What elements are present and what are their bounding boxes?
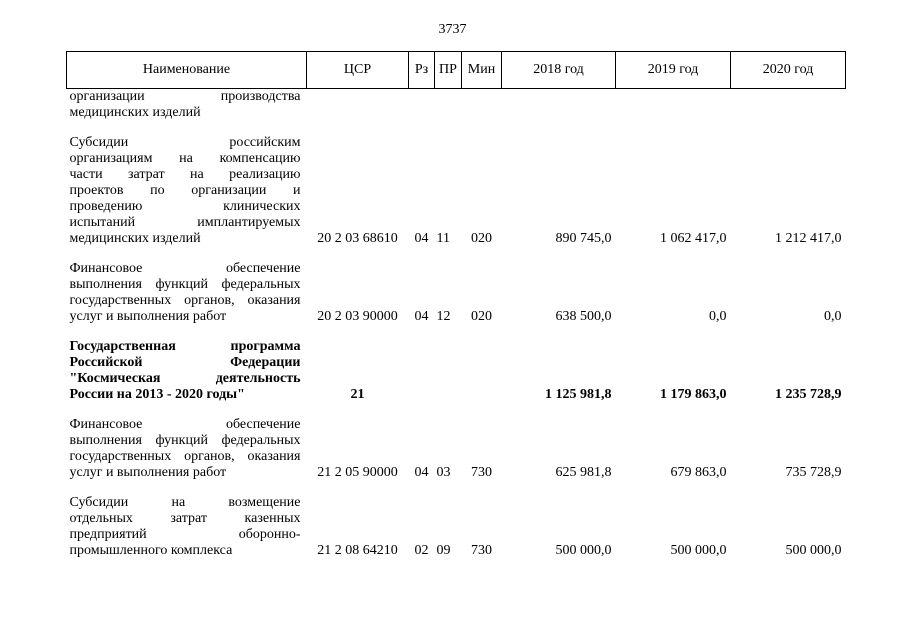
cell-min: 020 bbox=[471, 309, 492, 324]
cell-2019 bbox=[616, 89, 731, 122]
cell-rz: 04 bbox=[414, 231, 429, 246]
cell-2020: 500 000,0 bbox=[785, 543, 842, 558]
cell-pr: 11 bbox=[436, 231, 450, 246]
cell-csr: 21 2 08 64210 bbox=[317, 543, 398, 558]
row-spacer bbox=[67, 247, 846, 261]
name-line: государственных органов, оказания bbox=[69, 449, 301, 464]
name-line: части затрат на реализацию bbox=[69, 167, 301, 182]
name-line: государственных органов, оказания bbox=[69, 293, 301, 308]
header-min: Мин bbox=[462, 52, 502, 89]
cell-pr: 12 bbox=[436, 309, 451, 324]
cell-2019: 1 179 863,0 bbox=[660, 387, 727, 402]
header-rz: Рз bbox=[409, 52, 435, 89]
name-line: организациям на компенсацию bbox=[69, 151, 301, 166]
cell-2018: 890 745,0 bbox=[555, 231, 612, 246]
cell-min: 730 bbox=[471, 543, 492, 558]
header-2020: 2020 год bbox=[731, 52, 846, 89]
header-pr: ПР bbox=[435, 52, 462, 89]
table-row bbox=[67, 261, 846, 325]
name-line: услуг и выполнения работ bbox=[69, 309, 227, 324]
cell-csr bbox=[307, 89, 409, 122]
name-line: услуг и выполнения работ bbox=[69, 465, 227, 480]
cell-min bbox=[462, 339, 502, 403]
name-line: предприятий оборонно- bbox=[69, 527, 301, 542]
cell-2020 bbox=[731, 89, 846, 122]
header-csr: ЦСР bbox=[307, 52, 409, 89]
name-line: Субсидии на возмещение bbox=[69, 495, 301, 510]
cell-csr: 21 2 05 90000 bbox=[317, 465, 398, 480]
cell-2020: 1 212 417,0 bbox=[775, 231, 842, 246]
name-line: отдельных затрат казенных bbox=[69, 511, 301, 526]
cell-rz: 04 bbox=[414, 309, 429, 324]
cell-2018: 1 125 981,8 bbox=[545, 387, 612, 402]
table-row bbox=[67, 339, 846, 403]
cell-name bbox=[67, 495, 307, 559]
cell-2018: 638 500,0 bbox=[555, 309, 612, 324]
table-row bbox=[67, 135, 846, 247]
cell-2019: 1 062 417,0 bbox=[660, 231, 727, 246]
cell-min: 730 bbox=[471, 465, 492, 480]
table-body bbox=[67, 89, 846, 560]
name-line: "Космическая деятельность bbox=[69, 371, 301, 386]
name-line: России на 2013 - 2020 годы" bbox=[69, 387, 245, 402]
table-row bbox=[67, 89, 846, 122]
row-spacer-cell bbox=[67, 121, 846, 135]
row-spacer-cell bbox=[67, 247, 846, 261]
name-line: организации производства bbox=[69, 89, 301, 104]
name-line: выполнения функций федеральных bbox=[69, 277, 301, 292]
cell-name bbox=[67, 339, 307, 403]
cell-2018 bbox=[502, 89, 616, 122]
name-line: Финансовое обеспечение bbox=[69, 417, 301, 432]
cell-2018: 500 000,0 bbox=[555, 543, 612, 558]
cell-2019: 679 863,0 bbox=[670, 465, 727, 480]
cell-rz bbox=[409, 339, 435, 403]
row-spacer-cell bbox=[67, 481, 846, 495]
cell-2020: 0,0 bbox=[824, 309, 842, 324]
cell-name bbox=[67, 417, 307, 481]
name-line: Субсидии российским bbox=[69, 135, 301, 150]
name-line: проведению клинических bbox=[69, 199, 301, 214]
header-2018: 2018 год bbox=[502, 52, 616, 89]
cell-2020: 1 235 728,9 bbox=[775, 387, 842, 402]
cell-pr: 03 bbox=[436, 465, 451, 480]
cell-name bbox=[67, 135, 307, 247]
row-spacer bbox=[67, 325, 846, 339]
cell-min bbox=[462, 89, 502, 122]
row-spacer bbox=[67, 121, 846, 135]
name-line: проектов по организации и bbox=[69, 183, 301, 198]
cell-2019: 500 000,0 bbox=[670, 543, 727, 558]
row-spacer bbox=[67, 403, 846, 417]
cell-name bbox=[67, 89, 307, 122]
cell-pr bbox=[435, 339, 462, 403]
table-header bbox=[67, 52, 846, 89]
row-spacer-cell bbox=[67, 325, 846, 339]
cell-pr bbox=[435, 89, 462, 122]
row-spacer-cell bbox=[67, 403, 846, 417]
header-name: Наименование bbox=[67, 52, 307, 89]
name-line: выполнения функций федеральных bbox=[69, 433, 301, 448]
cell-2019: 0,0 bbox=[709, 309, 727, 324]
name-line: Финансовое обеспечение bbox=[69, 261, 301, 276]
table-row bbox=[67, 417, 846, 481]
name-line: промышленного комплекса bbox=[69, 543, 233, 558]
name-line: Российской Федерации bbox=[69, 355, 301, 370]
row-spacer bbox=[67, 481, 846, 495]
name-line: медицинских изделий bbox=[69, 105, 201, 120]
cell-csr: 20 2 03 68610 bbox=[317, 231, 398, 246]
cell-rz: 04 bbox=[414, 465, 429, 480]
cell-2020: 735 728,9 bbox=[785, 465, 842, 480]
budget-table bbox=[66, 51, 846, 559]
header-2019: 2019 год bbox=[616, 52, 731, 89]
name-line: Государственная программа bbox=[69, 339, 301, 354]
cell-min: 020 bbox=[471, 231, 492, 246]
table-row bbox=[67, 495, 846, 559]
cell-rz: 02 bbox=[414, 543, 429, 558]
name-line: медицинских изделий bbox=[69, 231, 201, 246]
cell-csr: 20 2 03 90000 bbox=[317, 309, 398, 324]
cell-csr: 21 bbox=[350, 387, 365, 402]
page-number: 3737 bbox=[438, 22, 467, 37]
cell-name bbox=[67, 261, 307, 325]
name-line: испытаний имплантируемых bbox=[69, 215, 301, 230]
cell-2018: 625 981,8 bbox=[555, 465, 612, 480]
cell-rz bbox=[409, 89, 435, 122]
cell-pr: 09 bbox=[436, 543, 451, 558]
